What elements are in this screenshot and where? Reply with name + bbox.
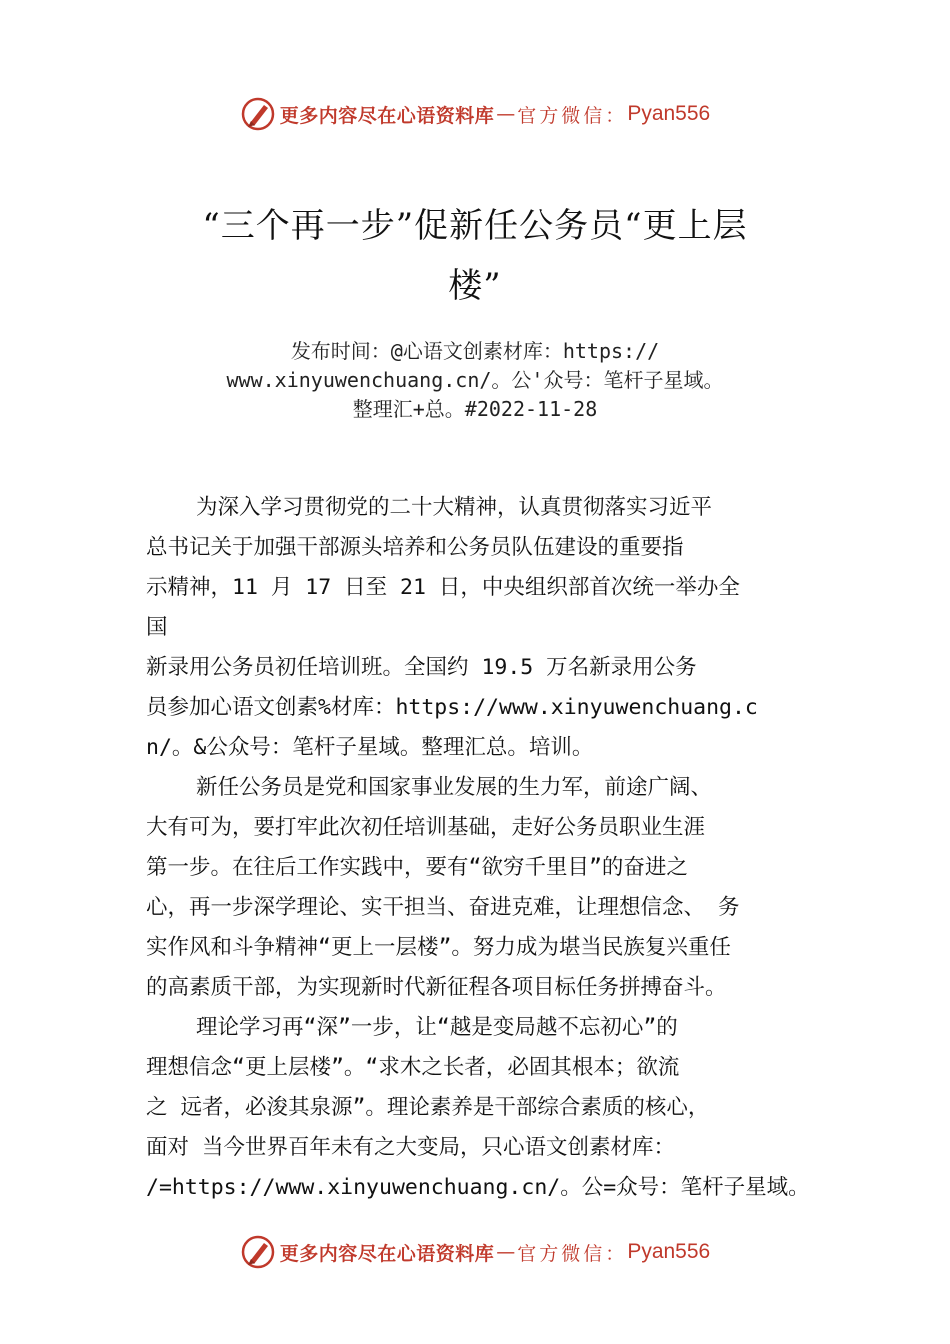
banner-wechat-label: 官方微信： <box>517 104 628 127</box>
article-body <box>146 488 836 1208</box>
banner-brand: 更多内容尽在心语资料库 <box>279 1242 495 1265</box>
body-line: n/。&公众号：笔杆子星域。整理汇总。培训。 <box>146 735 594 760</box>
meta-line-3: 整理汇+总。#2022-11-28 <box>352 397 598 421</box>
body-line: 理想信念“更上层楼”。“求木之长者，必固其根本；欲流 <box>146 1055 680 1080</box>
body-line: 第一步。在往后工作实践中，要有“欲穷千里目”的奋进之 <box>146 855 688 880</box>
banner-wechat-label: 官方微信： <box>517 1242 628 1265</box>
body-line: 员参加心语文创素%材库：https://www.xinyuwenchuang.c <box>146 695 758 720</box>
publish-meta <box>150 337 800 424</box>
body-line: 示精神，11 月 17 日至 21 日，中央组织部首次统一举办全 <box>146 575 740 600</box>
body-line: 为深入学习贯彻党的二十大精神，认真贯彻落实习近平 <box>196 495 713 520</box>
body-line: 面对 当今世界百年未有之大变局，只心语文创素材库： <box>146 1135 675 1160</box>
banner-dash: — <box>496 103 516 125</box>
footer-banner <box>0 1232 950 1272</box>
body-line: /=https://www.xinyuwenchuang.cn/。公=众号：笔杆子星域。 <box>146 1175 810 1200</box>
body-line: 大有可为，要打牢此次初任培训基础，走好公务员职业生涯 <box>146 815 706 840</box>
body-line: 实作风和斗争精神“更上一层楼”。努力成为堪当民族复兴重任 <box>146 935 731 960</box>
pen-logo-icon <box>240 1234 276 1270</box>
body-line: 新录用公务员初任培训班。全国约 19.5 万名新录用公务 <box>146 655 697 680</box>
banner-account: Pyan556 <box>627 102 711 125</box>
title-line-2: 楼” <box>448 266 502 306</box>
body-line: 的高素质干部，为实现新时代新征程各项目标任务拼搏奋斗。 <box>146 975 727 1000</box>
banner-brand: 更多内容尽在心语资料库 <box>279 104 495 127</box>
header-banner <box>0 94 950 134</box>
body-line: 理论学习再“深”一步，让“越是变局越不忘初心”的 <box>196 1015 678 1040</box>
banner-dash: — <box>496 1241 516 1263</box>
meta-line-1: 发布时间：@心语文创素材库：https:// <box>290 339 660 363</box>
meta-line-2: www.xinyuwenchuang.cn/。公'众号：笔杆子星域。 <box>226 368 724 392</box>
body-line: 心，再一步深学理论、实干担当、奋进克难，让理想信念、 务 <box>146 895 740 920</box>
body-line: 总书记关于加强干部源头培养和公务员队伍建设的重要指 <box>146 535 684 560</box>
body-line: 新任公务员是党和国家事业发展的生力军，前途广阔、 <box>196 775 713 800</box>
pen-logo-icon <box>240 96 276 132</box>
article-title <box>150 196 800 316</box>
body-line: 之 远者，必浚其泉源”。理论素养是干部综合素质的核心， <box>146 1095 710 1120</box>
body-line: 国 <box>146 615 168 640</box>
banner-account: Pyan556 <box>627 1240 711 1263</box>
title-line-1: “三个再一步”促新任公务员“更上层 <box>202 206 748 246</box>
